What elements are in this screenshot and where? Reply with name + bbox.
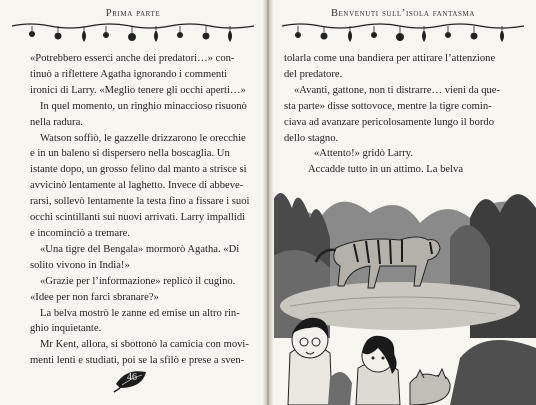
left-line-14: solito vivono in India!» (30, 259, 130, 271)
left-line-11: occhi scintillanti sui nuovi arrivati. Larry impallidì (30, 212, 246, 224)
left-line-19: Mr Kent, allora, si sbottonò la camicia con movi- (40, 339, 249, 351)
right-header-title: Benvenuti sull’isola fantasma (330, 8, 476, 19)
right-line-1: tolarla come una bandiera per attirare l’attenzione (284, 53, 496, 64)
left-line-8: istante dopo, un grosso felino dal manto a strisce si (30, 164, 247, 176)
book-gutter (262, 0, 274, 405)
right-line-6: dello stagno. (284, 132, 339, 144)
left-line-20: menti lenti e studiati, poi se la sfilò e prese a sven- (30, 355, 245, 367)
ornamental-vine-icon (10, 18, 256, 48)
left-line-1: «Potrebbero esserci anche dei predatori…» con- (30, 53, 235, 64)
left-line-5: nella radura. (30, 116, 83, 128)
page-number-badge (112, 366, 152, 394)
page-number: 46 (127, 372, 137, 383)
right-line-4: sta parte» disse sottovoce, mentre la tigre comin- (284, 100, 492, 112)
left-line-3: ironici di Larry. «Meglio tenere gli occhi aperti…» (30, 84, 246, 96)
left-line-13: «Una tigre del Bengala» mormorò Agatha. «Di (40, 243, 240, 255)
left-line-2: tinuò a riflettere Agatha ignorando i commenti (30, 68, 228, 80)
left-line-12: e incominciò a tremare. (30, 227, 131, 239)
left-page-body (30, 51, 256, 369)
left-line-4: In quel momento, un ringhio minaccioso risuonò (40, 100, 247, 112)
right-page-body (284, 51, 518, 178)
left-line-7: e in un baleno si dispersero nella boscaglia. Un (30, 148, 230, 160)
left-line-15: «Grazie per l’informazione» replicò il cugino. (40, 275, 236, 287)
right-line-2: del predatore. (284, 68, 343, 80)
right-line-8: Accadde tutto in un attimo. La belva (308, 164, 464, 176)
right-page-header (270, 6, 536, 48)
right-line-5: ciava ad avanzare pericolosamente lungo il bordo (284, 116, 495, 128)
left-page (0, 0, 266, 405)
right-line-7: «Attento!» gridò Larry. (314, 148, 414, 160)
right-page (270, 0, 536, 405)
left-page-header (0, 6, 266, 48)
left-line-17: La belva mostrò le zanne ed emise un altro rin- (40, 307, 240, 319)
left-header-title: Prima parte (105, 8, 161, 19)
right-line-3: «Avanti, gattone, non ti distrarre… vieni da que- (294, 84, 501, 96)
ornamental-vine-icon (280, 18, 526, 48)
left-line-18: ghio inquietante. (30, 323, 102, 335)
jungle-tiger-illustration (270, 178, 536, 405)
left-line-6: Watson soffiò, le gazzelle drizzarono le orecchie (40, 132, 246, 144)
left-line-10: rarsi, sollevò lentamente la testa fino a fissare i suoi (30, 196, 250, 208)
left-line-16: «Idee per non farci sbranare?» (30, 291, 159, 303)
left-line-9: avvicinò lentamente al laghetto. Invece di abbeve- (30, 180, 244, 192)
